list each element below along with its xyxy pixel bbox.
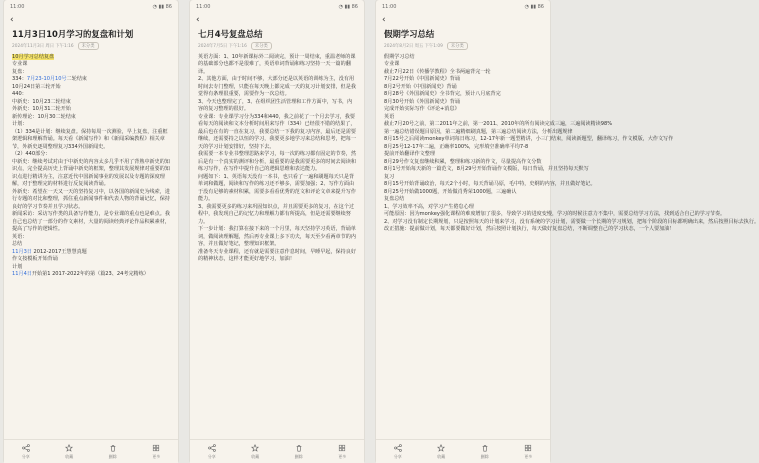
bottom-toolbar [4,439,178,463]
share-button[interactable] [208,444,216,460]
status-bar [190,0,364,14]
note-line: 复习 [384,173,395,180]
note-line: 8月25号开始做1000题，开始做肖秀荣1000题，三遍确认 [384,188,517,195]
note-line: 7月22号开始《中国新闻史》背诵 [384,76,460,82]
note-line: 截止7月22日《传播学教程》全书两遍背完一轮 [384,68,491,75]
note-line: 专业课 [12,61,28,67]
top-bar [4,14,178,26]
note-title: 七月4号复盘总结 [198,29,263,39]
note-line: 准备冬天专业课程，还有就是需要注意作息时间，早睡早起，保持良好的精神状态，这样才能更好地学习，加油！ [198,248,356,262]
note-line: 8月25号12-17年二遍，正确率100%，完形填空准确率平均7-8 [384,143,529,150]
note-line: 新闻采访：采访写作类的具备写作能力，是专业课的重点也是难点。我自己也总结了一部分的作文素材，大量的阅读经典评论作品积累素材，提高了写作的逻辑性。 [12,211,170,232]
note-line: 英语： [12,233,28,240]
star-icon [437,444,445,454]
share-icon [208,444,216,454]
note-line: 8月30号开始《外国新闻史》背诵 [384,98,460,105]
status-time: 11:00 [196,4,211,10]
note-panel-1 [4,0,178,463]
note-line: 8月1号开始每天新的一篇范文，8月29号开始背诵作文模版，每日背诵，并且坚持每天默写 [384,166,589,172]
note-line: 8月29号作文复盘继续积累，整理和练习新的作文，尽量提高作文分数 [384,158,542,165]
note-line: 完成开始实际写作《评论+消息》 [384,106,460,112]
note-line: 2、对学习没有制定长期规划，只是按照每天的计划来学习，没有系统的学习计划，需要做一个长期的学习规划，把每个阶段的目标都明确出来，然后按照目标去执行。 [384,218,759,225]
top-bar [376,14,550,26]
share-icon [22,444,30,454]
note-line: 问题如下：1、英语每天没有一本书，也只看了一遍和刷题每天只是背单词和做题，阅读和写作的练习还不够多，需要加强；2、写作方面由于没有足够的素材积累，需要多看看优秀的范文和评论文章来提升写作能力。 [198,173,356,202]
note-title: 11月3日10月学习的复盘和计划 [12,29,134,39]
trash-icon [109,444,117,454]
category-tag[interactable]: 未分类 [251,42,272,50]
status-bar [4,0,178,14]
toolbar-label: 更多 [152,453,161,459]
note-content[interactable] [4,54,178,279]
note-line: 11月4日开始第1 2017-2022年的第（篇23、24考完精练） [12,271,149,277]
back-arrow-icon[interactable]: ‹ [10,15,14,25]
note-line: 专业课 [384,61,400,67]
share-button[interactable] [22,444,30,460]
more-icon [524,444,532,454]
note-line: 下一步计划：我打算在接下来的一个月里，每天坚持学习英语，背诵单词，做阅读理解题，然后再专业课上多下功夫，每天至少看两章节的内容，并且做好笔记，整理知识框架。 [198,226,356,247]
note-line: 改正措施：提前做计划，每天都要做好计划，然后按照计划执行，每天做好复盘总结，不断调整自己的学习状态，一个人要加油！ [384,226,675,232]
toolbar-label: 删除 [108,453,117,459]
status-icons: ◔ ▮▮ 86 [524,4,544,10]
toolbar-label: 删除 [294,453,303,459]
status-icons: ◔ ▮▮ 86 [338,4,358,10]
status-time: 11:00 [382,4,397,10]
category-tag[interactable]: 未分类 [78,42,99,50]
trash-button[interactable] [109,444,117,460]
more-icon [338,444,346,454]
note-line: 11月3日 2012-2017王慧慧真题 [12,248,87,255]
note-meta [190,42,364,54]
toolbar-label: 收藏 [65,453,74,459]
note-line: 8月28号《外国新闻史》全书背完，预计八月底背完 [384,91,501,97]
note-content[interactable] [190,54,364,264]
note-line: 复盘： [12,68,28,75]
status-bar [376,0,550,14]
note-line: 提前开始翻译作文整理 [384,151,435,157]
toolbar-label: 分享 [393,453,402,459]
note-line: 1、学习效率不高，对学习产生倦怠心理 [384,203,474,210]
note-line: 作文按模板开始背诵 [12,256,58,262]
trash-button[interactable] [295,444,303,460]
note-line: 中新史：10月23二轮结束 [12,98,71,105]
note-date: 2024年7月5日 下午1:16 [198,43,247,49]
note-line: 我需要一本专业书整理思路来学习，每一次的练习都有固定的节奏，然后是有一个真实的测评和分析，最重要的是我需要更多的时间去阅读和练习写作，在写作中提升自己的逻辑思维和表达能力。 [198,151,356,172]
note-line: 3、今天也整理完了，3、在组织团生活管理和工作方面中，写书，内容的复习整理的很好。 [198,98,353,112]
note-line: 假期学习总结 [384,53,415,60]
more-button[interactable] [524,444,532,460]
note-line: 10月学习总结复盘 [12,53,55,60]
back-arrow-icon[interactable]: ‹ [382,15,386,25]
star-icon [251,444,259,454]
toolbar-label: 收藏 [251,453,260,459]
note-title: 假期学习总结 [384,29,435,39]
more-button[interactable] [338,444,346,460]
trash-button[interactable] [481,444,489,460]
note-line: 复盘总结 [384,196,405,202]
note-line: 440： [12,91,27,97]
status-icons: ◔ ▮▮ 86 [152,4,172,10]
note-line: 新传理论：10月30二轮结束 [12,113,76,120]
back-arrow-icon[interactable]: ‹ [196,15,200,25]
star-icon [65,444,73,454]
note-line: 中新史：继续考试对由于中新史的内容太多几乎不用了背熟中新史的知识点，完全提高历史上背诵中新史的框架，整理其发展规律对重要的知识点进行精讲为主，注意近代中国新闻事业的发展以及专题的深度理解，对于整理完的材料进行反复阅读背诵。 [12,158,170,187]
note-line: 8月15号开始背诵政治，每天2个小时，每天背诵马原，毛中特，史纲的内容，并且做好笔记。 [384,181,596,187]
note-meta [4,42,178,54]
trash-icon [295,444,303,454]
trash-icon [481,444,489,454]
note-panel-3 [376,0,759,463]
toolbar-label: 收藏 [437,453,446,459]
note-content[interactable] [376,53,759,234]
toolbar-label: 删除 [480,453,489,459]
share-button[interactable] [394,444,402,460]
note-line: 专业课：专业课学习分为334和440，我之前花了一个月去学习，我要看每天的阅读和文本分析时间用来写作（334）已经很不错的结果了，最后也在有的一直在复习，我要总结一下我的复习内容，最后还是需要继续，还需要持之以恒的学习，我要更多地学习来总结和思考，把每一天的学习计划安排好，坚持下去。 [198,113,356,150]
note-line: 英语方面：1、10年新课标外二阅读完，预计一周结束，重温老师的课的基础部分也都不是很难了，英语单词背诵和练习坚持一天一篇的翻译。 [198,53,356,75]
note-line: 计划： [12,121,28,127]
note-panel-2 [190,0,364,463]
more-button[interactable] [152,444,160,460]
note-line: 计划 [12,263,23,270]
note-line: 可能原因：因为monkey强化课程的难度增加了很多，导致学习的进度变慢，学习的时候注意力不集中，需要总结学习方法，找到适合自己的学习节奏。 [384,211,726,217]
note-line: 10月24日第三轮开始 [12,83,61,90]
note-line: 第一遍总结错误题目原因，第二遍精细刷真题，第三遍总结阅读方法，分析出题规律 [384,128,573,135]
note-meta [376,42,550,54]
toolbar-label: 分享 [207,453,216,459]
note-line: （2）440部分： [12,151,51,157]
share-icon [394,444,402,454]
bottom-toolbar [376,439,550,463]
note-line: 334：7月23-10月10号二轮结束 [12,76,88,82]
more-icon [152,444,160,454]
note-line: 2、其他方面，由于时间不够，大部分还是以英语的训练为主，没有用时间去专门整理，只能在每天晚上都完成一天的复习计划安排，但是我觉得有条理很重要，需要作为一次总结。 [198,76,356,97]
note-line: 8月15号之后阅读monkey单词每日练习，12-17年新一题型精讲，小三门结束，阅读新题型，翻译练习，作文模版，大作文写作 [384,136,674,142]
note-line: 外新史：希望在一天又一天的坚持复习中，以各国的新闻史为线索，进行专题的对比和整理，抓住重点新闻事件和代表人物的背诵记忆，保持良好的学习节奏并且学习状态。 [12,188,170,210]
note-line: 英语 [384,113,395,120]
star-button[interactable] [437,444,445,460]
toolbar-label: 更多 [338,453,347,459]
category-tag[interactable]: 未分类 [447,42,468,50]
note-date: 2024年11月3日 周日 下午1:16 [12,43,74,49]
toolbar-label: 分享 [21,453,30,459]
note-line: 截止7月20号之前，第二2011年之前，第一2011、2010年的所有阅读完成三遍，三遍阅读精读98% [384,121,613,127]
note-date: 2024年8月2日 周五 下午1:09 [384,43,443,49]
note-line: 8月2号开始《中国新闻史》背诵 [384,83,457,90]
star-button[interactable] [65,444,73,460]
note-line: （1）334是计划：继续复盘。保持每周一次测验，早上复盘，注重框架逻辑和理解背诵。每天看《新闻写作》和《新闻采编教程》相关章节，外新史逐周整理复习334外国新闻史。 [12,128,168,150]
note-line: 总结 [12,241,23,247]
note-line: 3、我需要更多的练习来巩固知识点，并且需要更多的复习，在这个过程中，我发现自己的记忆力和理解力都有所提高，但是还需要继续努力。 [198,203,355,225]
note-line: 外新史：10月31二轮开始 [12,106,71,112]
toolbar-label: 更多 [524,453,533,459]
bottom-toolbar [190,439,364,463]
status-time: 11:00 [10,4,25,10]
star-button[interactable] [251,444,259,460]
top-bar [190,14,364,26]
